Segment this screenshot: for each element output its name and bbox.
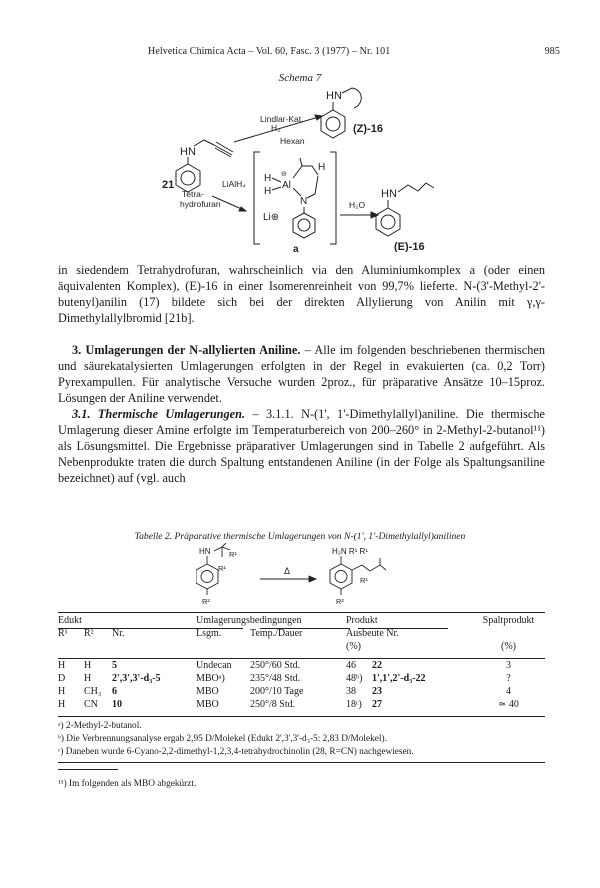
th-yield-unit: (%) [346, 641, 361, 652]
label-delta: Δ [284, 566, 291, 576]
table-arrowhead [309, 576, 316, 582]
th-edukt: Edukt [58, 615, 82, 626]
label-r1-edukt: R¹ [229, 550, 237, 559]
cell-product [372, 685, 472, 698]
footnote-rule [58, 769, 118, 770]
th-yield: Ausbeute Nr. [346, 628, 399, 639]
label-minus: ⊖ [281, 171, 287, 178]
edukt-chain [214, 547, 222, 557]
paragraph-1-text: in siedendem Tetrahydrofuran, wahrscheinlich via den Aluminiumkomplex a (oder einen äquivalenten Komplex), (E)-16 in einer Isomerenreinheit von 99,7% lieferte. N-(3'-Methyl-2'-butenyl)anilin (17) bildete sich bei der direkten Allylierung von Anilin mit γ,γ-Dimethylallylbromid [21b]. [58, 263, 545, 326]
label-product-top: H₂N R¹ R¹ [332, 547, 368, 556]
label-r2-product: R² [336, 597, 344, 606]
cell-r2: CH₃ [84, 686, 102, 697]
label-tetra: Tetra- [182, 189, 204, 199]
bond-chain-21 [194, 140, 214, 146]
arrowhead-lower [239, 207, 246, 211]
cell-product-value: 22 [372, 660, 382, 671]
th-r2: R² [84, 628, 94, 639]
paragraph-3-text: – 3.1.1. N-(1', 1'-Dimethylallyl)aniline. Die thermische Umlagerung dieser Amine erfolgte im Temperaturbereich von 200–260° in 2-Methyl-2-butanol¹¹) als Lösungsmittel. Die Ergebnisse präparativer Umlagerungen sind in Tabelle 2 aufgeführt. Als Nebenprodukte traten die durch Spaltung entstandenen Aniline (in der Folge als Spaltungsaniline bezeichnet) auf (vgl. auch [58, 407, 545, 486]
benzene-ring-21 [176, 164, 200, 192]
label-lindlar: Lindlar-Kat. [260, 114, 304, 124]
table-top-rule [58, 612, 545, 613]
ring-bond-top [293, 166, 318, 178]
cell-yield: 38 [346, 686, 356, 697]
cell-nr-value: 6 [112, 686, 117, 697]
table-note-a: ᵃ) 2-Methyl-2-butanol. [58, 721, 142, 731]
cell-solvent: MBOᵃ) [196, 673, 225, 684]
bracket-left [254, 152, 260, 244]
label-21: 21 [162, 179, 175, 191]
th-product: Produkt [346, 615, 378, 626]
table-row [58, 685, 545, 698]
cell-cleavage: ? [506, 673, 511, 684]
table-row [58, 672, 545, 685]
label-e16: (E)-16 [394, 241, 425, 252]
page-number: 985 [544, 46, 560, 57]
table-note-b: ᵇ) Die Verbrennungsanalyse ergab 2,95 D/Molekel (Edukt 2',3',3'-d₃-5: 2,83 D/Molekel). [58, 734, 387, 744]
label-hn-edukt: HN [199, 547, 211, 556]
edukt-me1 [222, 543, 226, 547]
product-aromatic [335, 571, 347, 583]
cell-cleavage: ≃ 40 [498, 699, 519, 710]
cell-temp: 235°/48 Std. [250, 673, 301, 684]
th-cleavage-unit: (%) [501, 641, 516, 652]
label-lialh4: LiAlH₄ [222, 179, 246, 189]
table-sub-header-row [58, 627, 545, 640]
aromatic-circle-a [298, 219, 310, 231]
cell-temp: 250°/8 Std. [250, 699, 296, 710]
cell-nr-value: 2',3',3'-d₃-5 [112, 673, 161, 684]
th-nr: Nr. [112, 628, 125, 639]
cell-solvent: MBO [196, 686, 219, 697]
cell-yield: 46 [346, 660, 356, 671]
table-group-header-row [58, 614, 545, 627]
table-caption [0, 531, 600, 542]
footnote-11: ¹¹) Im folgenden als MBO abgekürzt. [58, 779, 197, 789]
cell-product-value: 27 [372, 699, 382, 710]
label-al: Al [282, 180, 291, 191]
table-scheme [196, 543, 416, 609]
label-hn-e16: HN [381, 188, 397, 200]
label-r1-edukt-2: R¹ [218, 564, 226, 573]
label-z16: (Z)-16 [353, 123, 383, 135]
cell-product [372, 672, 472, 685]
methyl-bond [300, 158, 302, 166]
cell-r2: CN [84, 699, 98, 710]
label-h-ring: H [318, 162, 326, 173]
label-hexan: Hexan [280, 136, 305, 146]
allyl-chain-e16 [398, 183, 434, 192]
cell-temp: 200°/10 Tage [250, 686, 304, 697]
table-notes-rule [58, 762, 545, 763]
label-a: a [293, 244, 299, 252]
aromatic-circle-21 [181, 171, 195, 185]
section-heading-3: 3. Umlagerungen der N-allylierten Aniline. [72, 343, 301, 357]
edukt-aromatic [201, 571, 213, 583]
label-hn-z16: HN [326, 90, 342, 102]
cell-yield: 48ᵇ) [346, 673, 363, 684]
section-heading-3-1: 3.1. Thermische Umlagerungen. [72, 407, 246, 421]
benzene-ring-a [293, 213, 315, 238]
table-bottom-rule [58, 716, 545, 717]
cell-product [372, 698, 472, 711]
cell-cleavage: 4 [506, 686, 511, 697]
bracket-right [330, 152, 336, 244]
bond-al-n [293, 188, 301, 196]
cell-nr-value: 5 [112, 660, 117, 671]
product-chain [352, 565, 386, 571]
allyl-chain-z16 [342, 88, 361, 108]
cell-product-value: 1',1',2'-d₃-22 [372, 673, 426, 684]
cell-product-value: 23 [372, 686, 382, 697]
benzene-ring-e16 [376, 208, 400, 236]
product-ring [330, 564, 352, 589]
cell-product [372, 659, 472, 672]
bond-h-al-2 [272, 187, 281, 190]
cell-nr [112, 685, 196, 698]
cell-r1: H [58, 686, 66, 697]
th-cleavage: Spaltprodukt [482, 615, 535, 626]
cell-nr [112, 672, 196, 685]
benzene-ring-z16 [321, 110, 345, 138]
th-solvent: Lsgm. [196, 628, 222, 639]
table-row [58, 698, 545, 711]
label-h2: H₂ [271, 123, 281, 133]
label-h2o: H₂O [349, 200, 366, 210]
paragraph-3 [58, 406, 545, 486]
cell-yield: 18ᶜ) [346, 699, 362, 710]
table-note-c: ᶜ) Daneben wurde 6-Cyano-2,2-dimethyl-1,2,3,4-tetrahydrochinolin (28, R=CN) nachgewiesen. [58, 747, 414, 757]
table-caption-text: Tabelle 2. Präparative thermische Umlagerungen von N-(1', 1'-Dimethylallyl)anilinen [134, 531, 466, 542]
label-r1-product: R¹ [360, 576, 368, 585]
table-unit-row [58, 640, 545, 653]
aromatic-circle-e16 [381, 215, 395, 229]
th-temp: Temp./Dauer [250, 628, 303, 639]
scheme-title: Schema 7 [278, 72, 322, 84]
cell-nr [112, 659, 196, 672]
cell-r2: H [84, 673, 92, 684]
edukt-ring [196, 564, 218, 589]
th-r1: R¹ [58, 628, 68, 639]
label-hydrofuran: hydrofuran [180, 199, 221, 209]
label-h-al-2: H [264, 186, 272, 197]
cell-r2: H [84, 660, 92, 671]
reaction-scheme [150, 84, 450, 252]
paragraph-1 [58, 262, 545, 326]
th-conditions: Umlagerungsbedingungen [196, 615, 302, 626]
cell-cleavage: 3 [506, 660, 511, 671]
paragraph-2-text: – Alle im folgenden beschriebenen thermischen und säurekatalysierten Umlagerungen erfolgten in der Regel in evakuierten (ca. 0,2 Torr) Pyrexampullen. Für analytische Versuche wurden 2proz., für präparative Ansätze 10–15proz. Lösungen der Aniline verwendet. [58, 343, 545, 406]
cell-solvent: MBO [196, 699, 219, 710]
table-row [58, 659, 545, 672]
cell-r1: H [58, 660, 66, 671]
label-hn-21: HN [180, 146, 196, 158]
data-table [58, 614, 545, 711]
label-r2-edukt: R² [202, 597, 210, 606]
label-h-al-1: H [264, 173, 272, 184]
paragraph-2 [58, 342, 545, 406]
cell-solvent: Undecan [196, 660, 232, 671]
ring-bond-right [307, 176, 318, 198]
cell-nr [112, 698, 196, 711]
cell-temp: 250°/60 Std. [250, 660, 301, 671]
cell-nr-value: 10 [112, 699, 122, 710]
aromatic-circle-z16 [326, 117, 340, 131]
table-notes [58, 720, 414, 759]
cell-r1: H [58, 699, 66, 710]
label-n-complex: N [300, 196, 308, 207]
label-li: Li⊕ [263, 212, 280, 223]
bond-h-al [272, 178, 281, 182]
journal-citation: Helvetica Chimica Acta – Vol. 60, Fasc. 3 (1977) – Nr. 101 [148, 46, 391, 57]
cell-r1: D [58, 673, 66, 684]
